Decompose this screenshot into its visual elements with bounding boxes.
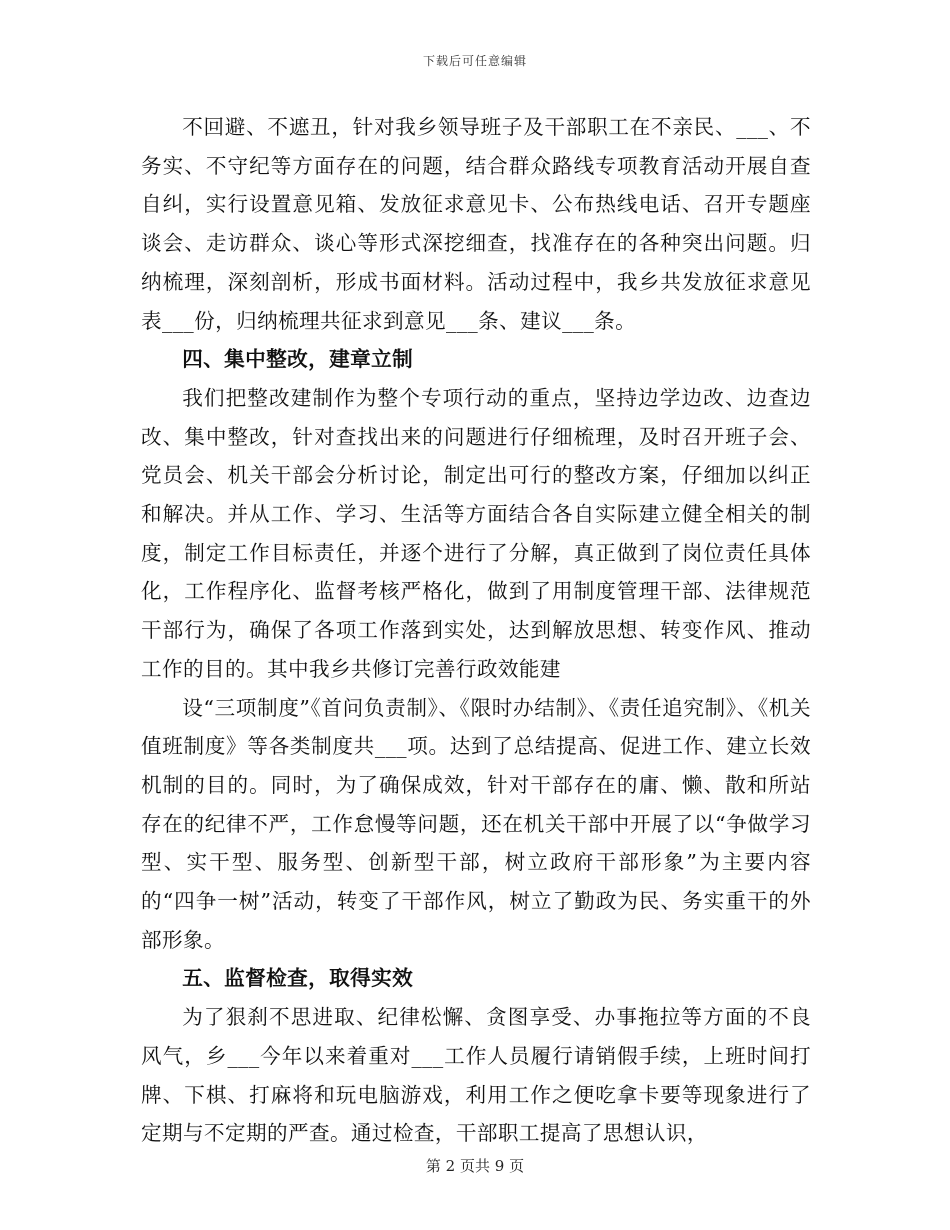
section-heading-rectification: 四、集中整改，建章立制 xyxy=(182,347,414,372)
paragraph-self-inspection: 不回避、不遮丑，针对我乡领导班子及干部职工在不亲民、___、不务实、不守纪等方面存在的问题，结合群众路线专项教育活动开展自查自纠，实行设置意见箱、发放征求意见卡、公布热线电话、召开专题座谈会、走访群众、谈心等形式深挖细查，找准存在的各种突出问题。归纳梳理，深刻剖析，形成书面材料。活动过程中，我乡共发放征求意见表___份，归纳梳理共征求到意见___条、建议___条。 xyxy=(141,115,811,333)
paragraph-supervision: 为了狠刹不思进取、纪律松懈、贪图享受、办事拖拉等方面的不良风气，乡___今年以来着重对___工作人员履行请销假手续，上班时间打牌、下棋、打麻将和玩电脑游戏，利用工作之便吃拿卡要等现象进行了定期与不定期的严查。通过检查，干部职工提高了思想认识， xyxy=(141,1005,811,1146)
paragraph-rectification: 我们把整改建制作为整个专项行动的重点，坚持边学边改、边查边改、集中整改，针对查找出来的问题进行仔细梳理，及时召开班子会、党员会、机关干部会分析讨论，制定出可行的整改方案，仔细加以纠正和解决。并从工作、学习、生活等方面结合各自实际建立健全相关的制度，制定工作目标责任，并逐个进行了分解，真正做到了岗位责任具体化，工作程序化、监督考核严格化，做到了用制度管理干部、法律规范干部行为，确保了各项工作落到实处，达到解放思想、转变作风、推动工作的目的。其中我乡共修订完善行政效能建 xyxy=(141,385,811,681)
section-heading-supervision: 五、监督检查，取得实效 xyxy=(182,966,414,991)
document-body xyxy=(141,108,811,1153)
paragraph-systems: 设“三项制度”《首问负责制》、《限时办结制》、《责任追究制》、《机关值班制度》等各类制度共___项。达到了总结提高、促进工作、建立长效机制的目的。同时，为了确保成效，针对干部存在的庸、懒、散和所站存在的纪律不严，工作怠慢等问题，还在机关干部中开展了以“争做学习型、实干型、服务型、创新型干部，树立政府干部形象”为主要内容的“四争一树”活动，转变了干部作风，树立了勤政为民、务实重干的外部形象。 xyxy=(141,695,811,952)
page-number: 第 2 页共 9 页 xyxy=(425,1157,525,1175)
page-header: 下载后可任意编辑 xyxy=(422,54,527,68)
